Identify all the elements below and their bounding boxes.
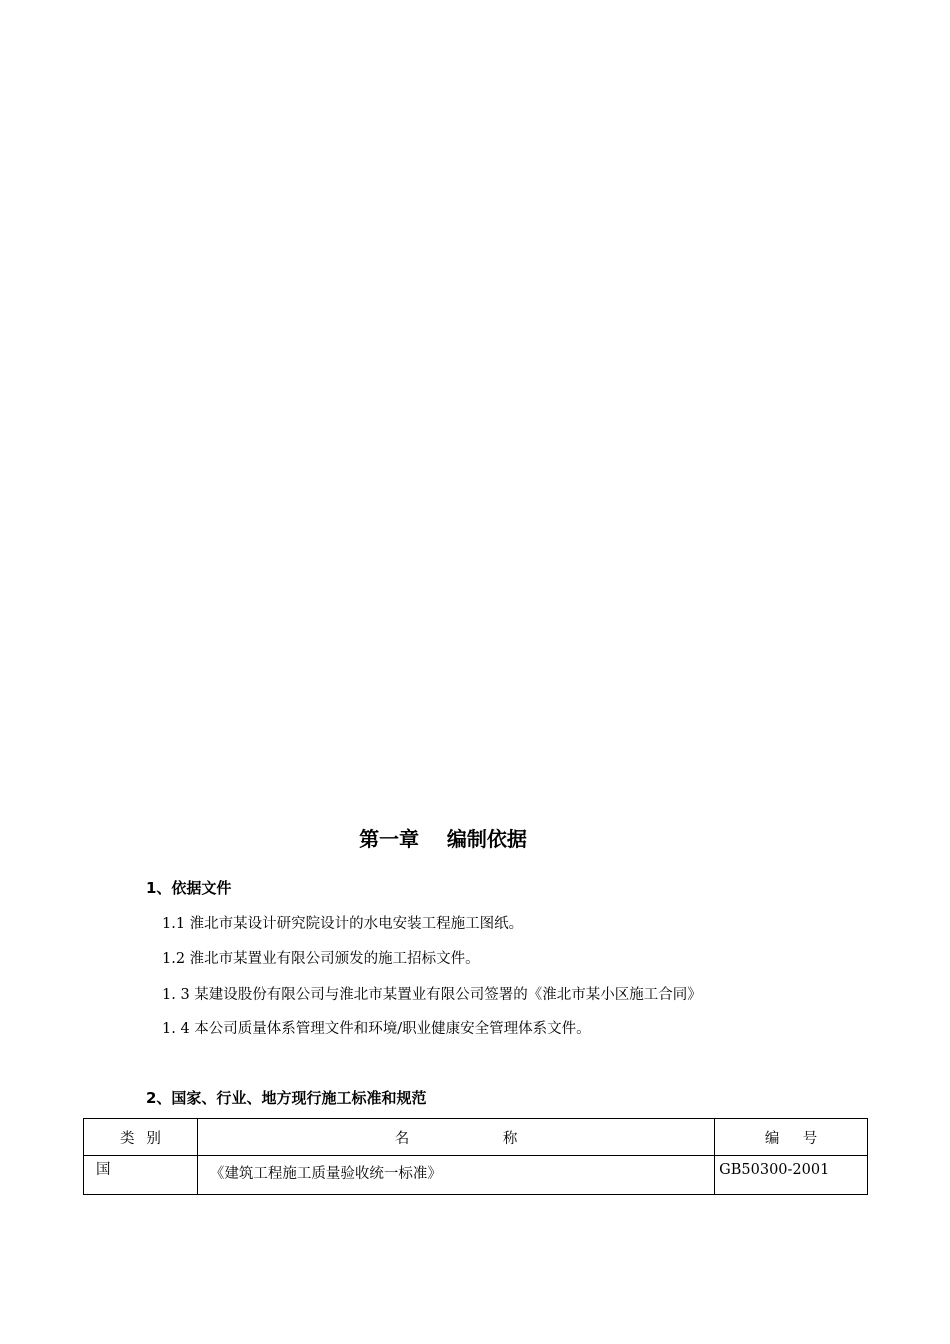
cell-name-text: 《建筑工程施工质量验收统一标准》 (209, 1166, 442, 1182)
header-category (84, 1119, 198, 1156)
table-row (84, 1156, 868, 1195)
cell-category-text: 国 (96, 1162, 111, 1178)
list-item: 1. 3 某建设股份有限公司与淮北市某置业有限公司签署的《淮北市某小区施工合同》 (162, 987, 702, 1003)
header-code (715, 1119, 868, 1156)
cell-category (84, 1156, 198, 1195)
cell-code (715, 1156, 868, 1195)
list-item: 1.1 淮北市某设计研究院设计的水电安装工程施工图纸。 (162, 916, 524, 932)
header-name (197, 1119, 714, 1156)
section-heading-basis-documents: 1、依据文件 (146, 879, 232, 897)
section-heading-standards: 2、国家、行业、地方现行施工标准和规范 (146, 1089, 427, 1107)
chapter-title: 第一章 编制依据 (359, 827, 527, 851)
standards-table (83, 1118, 868, 1195)
header-name-char: 称 (502, 1130, 518, 1147)
table-header-row (84, 1119, 868, 1156)
list-item: 1.2 淮北市某置业有限公司颁发的施工招标文件。 (162, 951, 480, 967)
header-category-char: 别 (146, 1130, 161, 1147)
cell-name (197, 1156, 714, 1195)
header-code-char: 编 (764, 1130, 780, 1147)
header-name-char: 名 (394, 1130, 410, 1147)
cell-code-text: GB50300-2001 (719, 1162, 830, 1178)
header-code-char: 号 (802, 1130, 818, 1147)
header-category-char: 类 (119, 1130, 135, 1147)
list-item: 1. 4 本公司质量体系管理文件和环境/职业健康安全管理体系文件。 (162, 1021, 591, 1037)
